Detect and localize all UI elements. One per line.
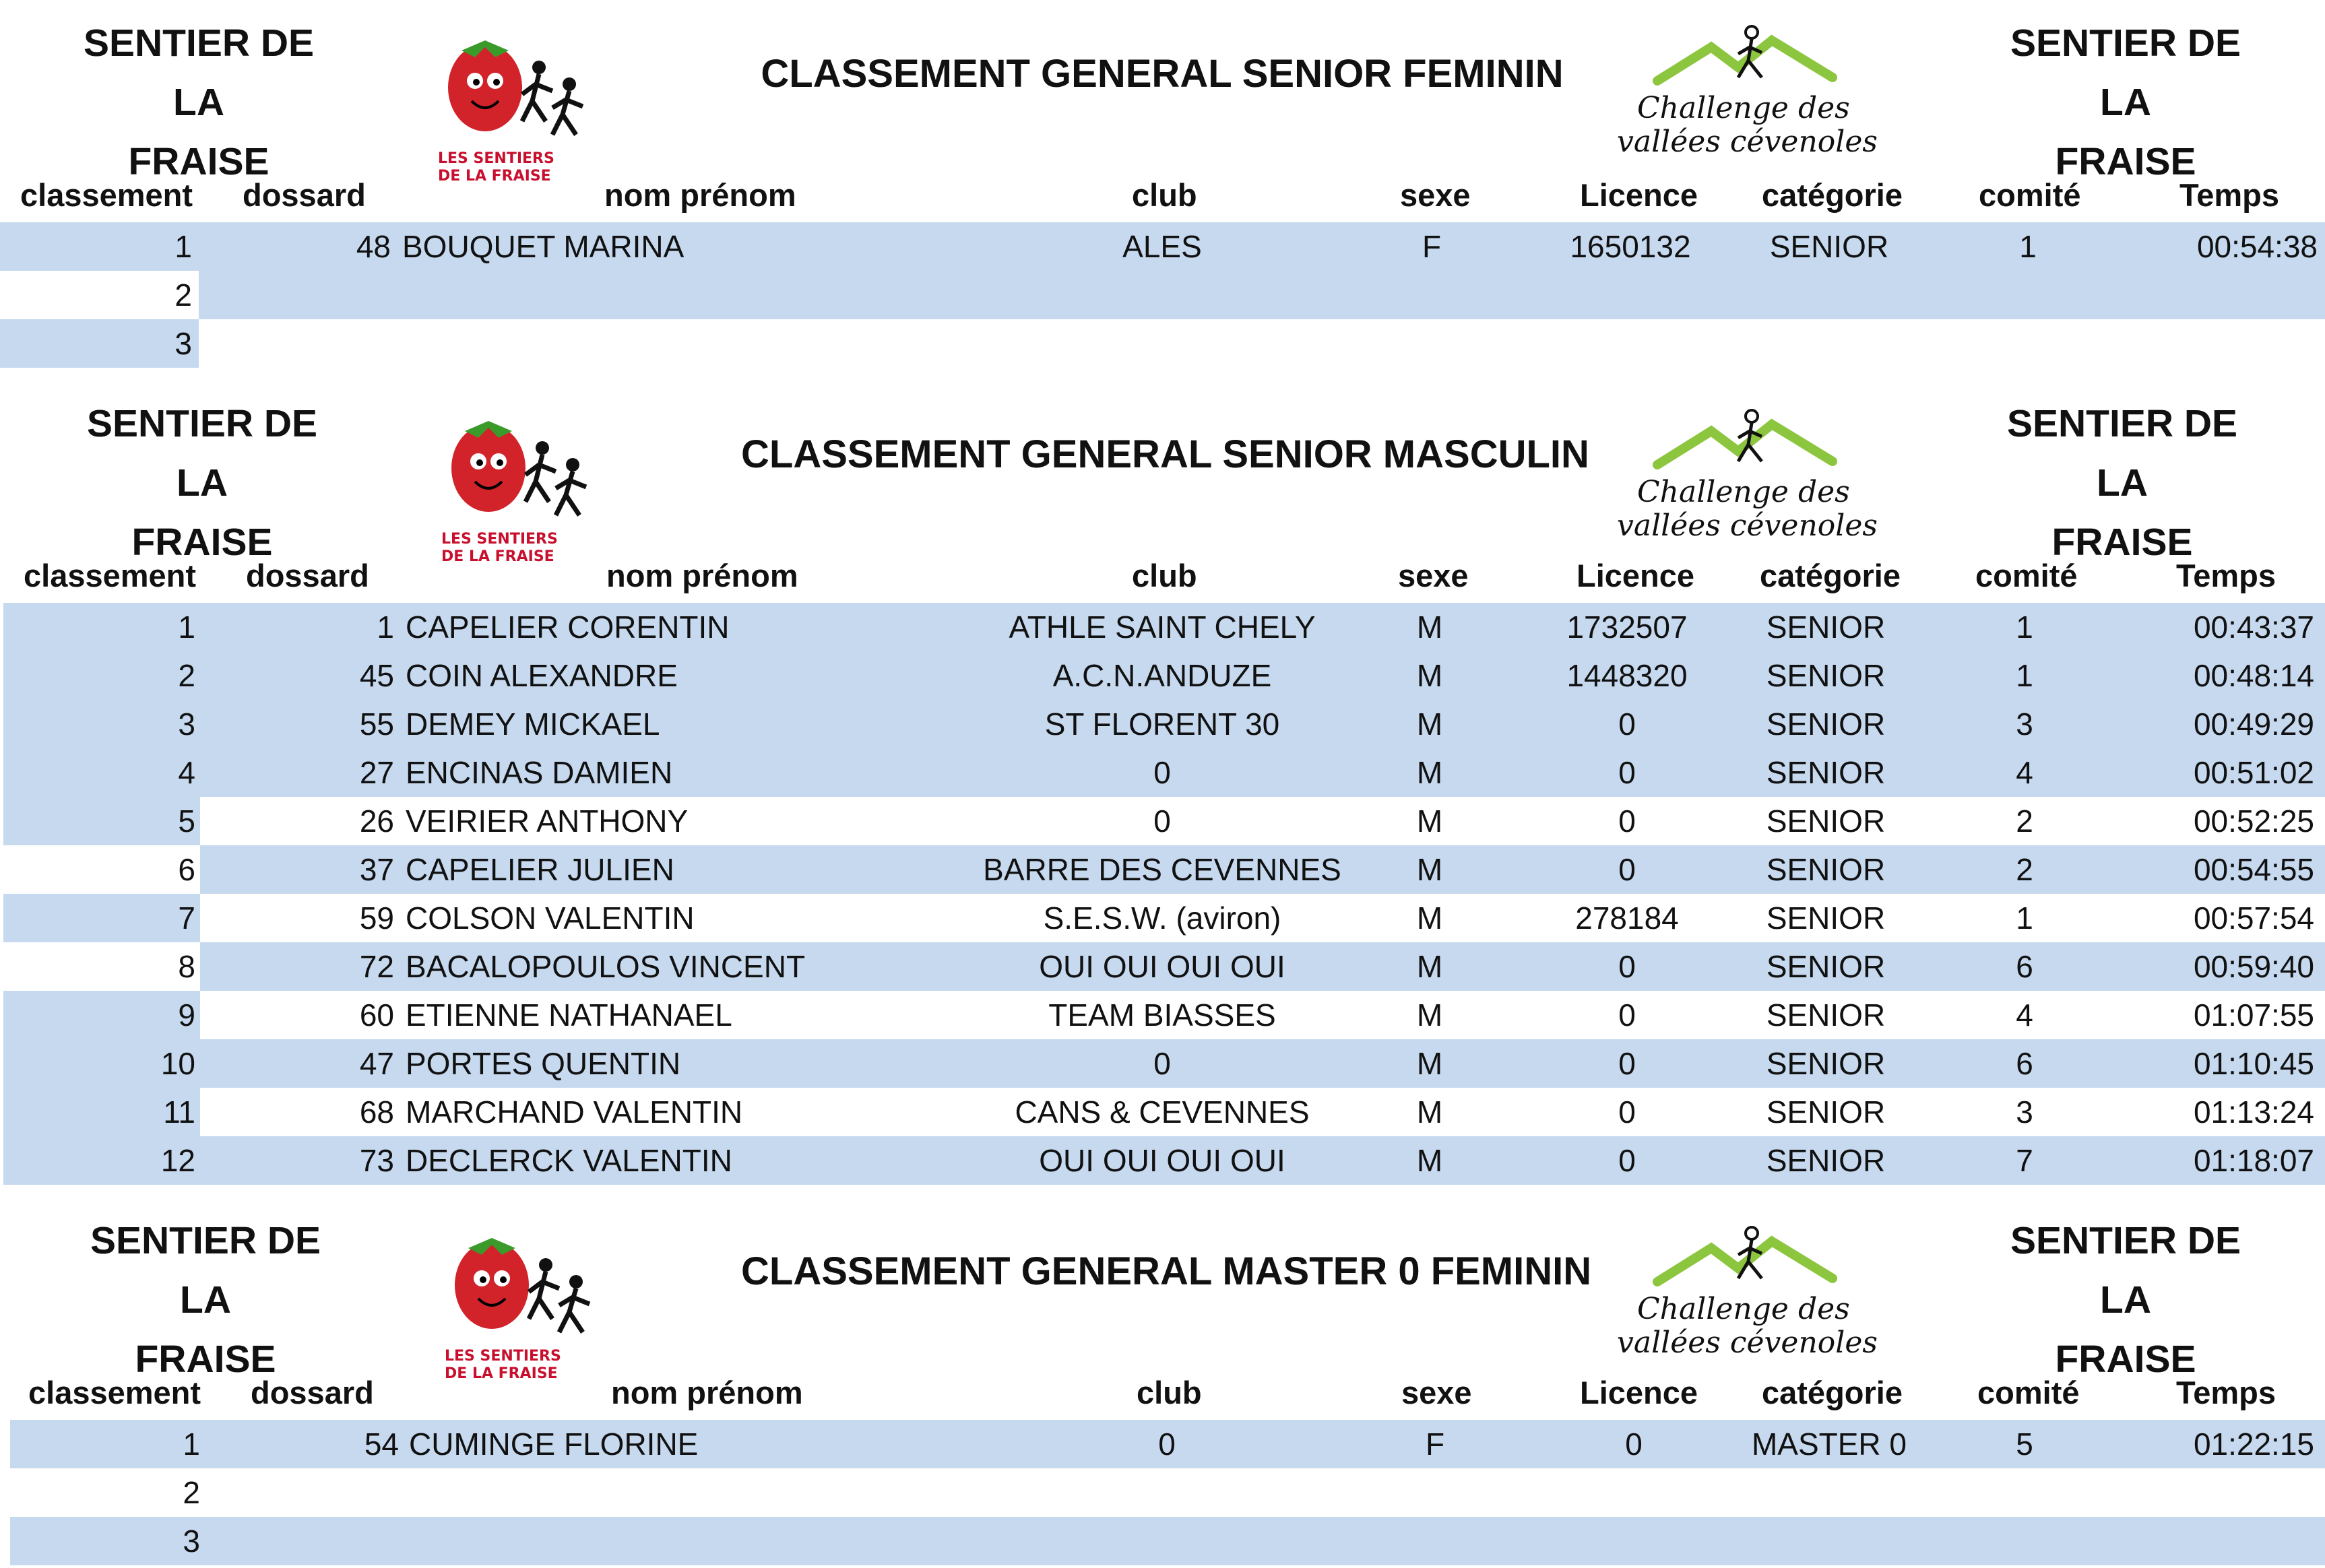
column-headers xyxy=(0,552,2325,599)
cell-dossard: 72 xyxy=(359,949,394,984)
cell-rank: 8 xyxy=(178,949,195,984)
col-sexe: sexe xyxy=(1398,558,1469,593)
cell-club: S.E.S.W. (aviron) xyxy=(1043,901,1281,936)
cell-temps: 01:10:45 xyxy=(2193,1046,2314,1081)
strawberry-runners-logo xyxy=(438,1218,613,1386)
cell-categorie: SENIOR xyxy=(1766,1143,1886,1178)
event-title-right xyxy=(1984,13,2267,191)
table-row xyxy=(0,1136,2325,1185)
cell-licence: 0 xyxy=(1618,707,1636,742)
cell-club: TEAM BIASSES xyxy=(1048,998,1276,1033)
event-title-line1: SENTIER DE LA xyxy=(90,1219,321,1321)
cell-dossard: 59 xyxy=(359,901,394,936)
event-title-line2: FRAISE xyxy=(128,140,269,183)
col-sexe: sexe xyxy=(1401,1375,1472,1410)
table-row xyxy=(0,603,2325,651)
cell-dossard: 27 xyxy=(359,755,394,790)
challenge-logo-line2: vallées cévenoles xyxy=(1617,125,1878,159)
table-row xyxy=(0,700,2325,748)
table-row xyxy=(0,1517,2325,1565)
cell-sexe: M xyxy=(1416,658,1443,693)
cell-comite: 3 xyxy=(2016,707,2033,742)
cell-nom: DECLERCK VALENTIN xyxy=(406,1143,732,1178)
cell-club: ALES xyxy=(1122,229,1202,264)
cell-nom: CAPELIER JULIEN xyxy=(406,852,674,887)
cell-sexe: M xyxy=(1416,1143,1443,1178)
section-title: CLASSEMENT GENERAL MASTER 0 FEMININ xyxy=(741,1249,1592,1293)
col-classement: classement xyxy=(20,177,193,213)
cell-rank: 10 xyxy=(160,1046,195,1081)
cell-dossard: 47 xyxy=(359,1046,394,1081)
col-comite: comité xyxy=(1977,1375,2080,1410)
strawberry-runners-logo xyxy=(431,20,606,189)
cell-comite: 1 xyxy=(2016,658,2033,693)
cell-categorie: SENIOR xyxy=(1766,998,1886,1033)
cell-temps: 00:49:29 xyxy=(2193,707,2314,742)
cell-sexe: M xyxy=(1416,1046,1443,1081)
cell-comite: 2 xyxy=(2016,804,2033,839)
cell-temps: 00:54:38 xyxy=(2196,229,2318,264)
cell-nom: BOUQUET MARINA xyxy=(402,229,684,264)
cell-comite: 4 xyxy=(2016,998,2033,1033)
challenge-logo-line1: Challenge des xyxy=(1637,91,1850,125)
section-title: CLASSEMENT GENERAL SENIOR MASCULIN xyxy=(741,432,1589,476)
cell-categorie: SENIOR xyxy=(1766,852,1886,887)
fraise-logo-text-2: DE LA FRAISE xyxy=(445,1365,558,1382)
event-title-line1: SENTIER DE LA xyxy=(86,402,318,504)
col-classement: classement xyxy=(28,1375,201,1410)
cell-club: ATHLE SAINT CHELY xyxy=(1009,610,1316,645)
cell-rank: 1 xyxy=(178,610,195,645)
cell-nom: CAPELIER CORENTIN xyxy=(406,610,730,645)
cell-nom: CUMINGE FLORINE xyxy=(409,1427,699,1462)
cell-temps: 01:22:15 xyxy=(2193,1427,2314,1462)
section-title: CLASSEMENT GENERAL SENIOR FEMININ xyxy=(761,52,1564,96)
table-row xyxy=(0,271,2325,319)
fraise-logo-text-1: LES SENTIERS xyxy=(438,150,554,167)
cell-rank: 2 xyxy=(178,658,195,693)
col-classement: classement xyxy=(24,558,197,593)
table-row xyxy=(0,1039,2325,1088)
cell-sexe: M xyxy=(1416,610,1443,645)
cell-club: 0 xyxy=(1153,755,1171,790)
cell-categorie: MASTER 0 xyxy=(1751,1427,1907,1462)
cell-nom: DEMEY MICKAEL xyxy=(406,707,660,742)
event-title-left xyxy=(57,13,340,191)
cell-categorie: SENIOR xyxy=(1766,804,1886,839)
challenge-logo-line1: Challenge des xyxy=(1637,1292,1850,1326)
cell-sexe: M xyxy=(1416,901,1443,936)
fraise-logo-text-2: DE LA FRAISE xyxy=(438,168,551,185)
cell-temps: 01:18:07 xyxy=(2193,1143,2314,1178)
table-row xyxy=(0,1468,2325,1517)
col-temps: Temps xyxy=(2176,558,2276,593)
cell-nom: ETIENNE NATHANAEL xyxy=(406,998,732,1033)
cell-temps: 00:43:37 xyxy=(2193,610,2314,645)
cell-club: 0 xyxy=(1158,1427,1176,1462)
col-nom: nom prénom xyxy=(604,177,796,213)
cell-nom: PORTES QUENTIN xyxy=(406,1046,681,1081)
cell-comite: 4 xyxy=(2016,755,2033,790)
cell-rank: 5 xyxy=(178,804,195,839)
col-temps: Temps xyxy=(2176,1375,2276,1410)
cell-club: CANS & CEVENNES xyxy=(1015,1095,1310,1130)
cell-rank: 4 xyxy=(178,755,195,790)
col-licence: Licence xyxy=(1580,1375,1698,1410)
col-nom: nom prénom xyxy=(611,1375,803,1410)
cell-licence: 0 xyxy=(1618,804,1636,839)
cell-rank: 11 xyxy=(163,1095,195,1130)
cell-club: OUI OUI OUI OUI xyxy=(1039,949,1285,984)
challenge-logo-line2: vallées cévenoles xyxy=(1617,1326,1878,1360)
cell-sexe: F xyxy=(1422,229,1442,264)
table-row xyxy=(0,1088,2325,1136)
cell-sexe: M xyxy=(1416,755,1443,790)
mountain-runner-logo xyxy=(1610,404,1893,546)
col-categorie: catégorie xyxy=(1762,177,1903,213)
cell-temps: 01:07:55 xyxy=(2193,998,2314,1033)
cell-dossard: 54 xyxy=(364,1427,399,1462)
cell-licence: 1650132 xyxy=(1570,229,1691,264)
col-dossard: dossard xyxy=(243,177,366,213)
cell-sexe: M xyxy=(1416,804,1443,839)
cell-categorie: SENIOR xyxy=(1769,229,1889,264)
cell-categorie: SENIOR xyxy=(1766,1095,1886,1130)
cell-rank: 1 xyxy=(183,1427,200,1462)
cell-comite: 1 xyxy=(2019,229,2037,264)
cell-licence: 0 xyxy=(1618,998,1636,1033)
cell-rank: 2 xyxy=(183,1475,200,1510)
cell-rank: 1 xyxy=(174,229,192,264)
cell-licence: 1732507 xyxy=(1566,610,1688,645)
column-headers xyxy=(0,1369,2325,1416)
table-row xyxy=(0,942,2325,991)
cell-temps: 00:48:14 xyxy=(2193,658,2314,693)
challenge-logo-line1: Challenge des xyxy=(1637,475,1850,509)
table-row xyxy=(0,894,2325,942)
cell-temps: 00:51:02 xyxy=(2193,755,2314,790)
cell-dossard: 55 xyxy=(359,707,394,742)
event-title-line2: FRAISE xyxy=(2055,1338,2196,1381)
cell-comite: 2 xyxy=(2016,852,2033,887)
event-title-right xyxy=(1981,394,2264,572)
cell-rank: 2 xyxy=(174,277,192,313)
col-nom: nom prénom xyxy=(606,558,798,593)
cell-dossard: 1 xyxy=(377,610,394,645)
cell-temps: 00:54:55 xyxy=(2193,852,2314,887)
cell-licence: 1448320 xyxy=(1566,658,1688,693)
col-licence: Licence xyxy=(1576,558,1695,593)
table-row xyxy=(0,797,2325,845)
cell-licence: 0 xyxy=(1618,1143,1636,1178)
event-title-left xyxy=(61,394,344,572)
col-dossard: dossard xyxy=(246,558,369,593)
cell-licence: 0 xyxy=(1618,949,1636,984)
section-header xyxy=(0,381,2325,565)
col-club: club xyxy=(1132,177,1197,213)
col-comite: comité xyxy=(1975,558,2078,593)
cell-dossard: 68 xyxy=(359,1095,394,1130)
cell-dossard: 26 xyxy=(359,804,394,839)
table-row xyxy=(0,991,2325,1039)
cell-rank: 3 xyxy=(178,707,195,742)
cell-comite: 6 xyxy=(2016,949,2033,984)
cell-rank: 3 xyxy=(174,326,192,361)
cell-licence: 0 xyxy=(1618,1046,1636,1081)
event-title-line2: FRAISE xyxy=(131,521,273,564)
cell-club: 0 xyxy=(1153,804,1171,839)
event-title-line2: FRAISE xyxy=(135,1338,276,1381)
cell-comite: 5 xyxy=(2016,1427,2033,1462)
cell-sexe: M xyxy=(1416,707,1443,742)
event-title-line1: SENTIER DE LA xyxy=(83,22,315,124)
cell-categorie: SENIOR xyxy=(1766,949,1886,984)
cell-nom: COIN ALEXANDRE xyxy=(406,658,678,693)
cell-club: ST FLORENT 30 xyxy=(1044,707,1280,742)
cell-nom: ENCINAS DAMIEN xyxy=(406,755,673,790)
section-header xyxy=(0,1198,2325,1382)
cell-comite: 1 xyxy=(2016,610,2033,645)
col-dossard: dossard xyxy=(251,1375,374,1410)
col-categorie: catégorie xyxy=(1762,1375,1903,1410)
cell-categorie: SENIOR xyxy=(1766,755,1886,790)
event-title-line2: FRAISE xyxy=(2051,521,2193,564)
column-headers xyxy=(0,172,2325,219)
cell-comite: 6 xyxy=(2016,1046,2033,1081)
event-title-line2: FRAISE xyxy=(2055,140,2196,183)
event-title-line1: SENTIER DE LA xyxy=(2010,1219,2241,1321)
cell-rank: 9 xyxy=(178,998,195,1033)
cell-licence: 0 xyxy=(1625,1427,1643,1462)
table-row xyxy=(0,845,2325,894)
challenge-logo-line2: vallées cévenoles xyxy=(1617,509,1878,543)
col-club: club xyxy=(1132,558,1197,593)
cell-categorie: SENIOR xyxy=(1766,1046,1886,1081)
cell-sexe: M xyxy=(1416,852,1443,887)
cell-comite: 1 xyxy=(2016,901,2033,936)
cell-dossard: 60 xyxy=(359,998,394,1033)
col-categorie: catégorie xyxy=(1760,558,1901,593)
cell-nom: MARCHAND VALENTIN xyxy=(406,1095,743,1130)
col-licence: Licence xyxy=(1580,177,1698,213)
cell-temps: 00:59:40 xyxy=(2193,949,2314,984)
fraise-logo-text-1: LES SENTIERS xyxy=(441,531,558,548)
cell-comite: 7 xyxy=(2016,1143,2033,1178)
cell-categorie: SENIOR xyxy=(1766,658,1886,693)
cell-sexe: F xyxy=(1425,1427,1445,1462)
cell-nom: COLSON VALENTIN xyxy=(406,901,695,936)
col-sexe: sexe xyxy=(1400,177,1471,213)
cell-nom: BACALOPOULOS VINCENT xyxy=(406,949,806,984)
event-title-line1: SENTIER DE LA xyxy=(2006,402,2238,504)
cell-sexe: M xyxy=(1416,998,1443,1033)
cell-club: BARRE DES CEVENNES xyxy=(983,852,1341,887)
cell-temps: 00:52:25 xyxy=(2193,804,2314,839)
event-title-right xyxy=(1984,1211,2267,1389)
cell-nom: VEIRIER ANTHONY xyxy=(406,804,689,839)
col-comite: comité xyxy=(1979,177,2081,213)
table-row xyxy=(0,1420,2325,1468)
section-header xyxy=(0,0,2325,185)
cell-rank: 6 xyxy=(178,852,195,887)
mountain-runner-logo xyxy=(1610,20,1893,162)
cell-sexe: M xyxy=(1416,1095,1443,1130)
strawberry-runners-logo xyxy=(435,401,610,569)
cell-club: A.C.N.ANDUZE xyxy=(1052,658,1272,693)
cell-rank: 12 xyxy=(160,1143,195,1178)
fraise-logo-text-2: DE LA FRAISE xyxy=(441,548,554,565)
cell-sexe: M xyxy=(1416,949,1443,984)
cell-categorie: SENIOR xyxy=(1766,610,1886,645)
cell-rank: 7 xyxy=(178,901,195,936)
cell-categorie: SENIOR xyxy=(1766,901,1886,936)
cell-club: OUI OUI OUI OUI xyxy=(1039,1143,1285,1178)
table-row xyxy=(0,651,2325,700)
cell-rank: 3 xyxy=(183,1524,200,1559)
col-club: club xyxy=(1137,1375,1202,1410)
cell-dossard: 48 xyxy=(356,229,391,264)
table-row xyxy=(0,319,2325,368)
col-temps: Temps xyxy=(2179,177,2279,213)
cell-licence: 0 xyxy=(1618,852,1636,887)
cell-temps: 00:57:54 xyxy=(2193,901,2314,936)
cell-licence: 0 xyxy=(1618,1095,1636,1130)
cell-dossard: 45 xyxy=(359,658,394,693)
cell-dossard: 37 xyxy=(359,852,394,887)
cell-comite: 3 xyxy=(2016,1095,2033,1130)
cell-categorie: SENIOR xyxy=(1766,707,1886,742)
mountain-runner-logo xyxy=(1610,1221,1893,1363)
cell-club: 0 xyxy=(1153,1046,1171,1081)
event-title-line1: SENTIER DE LA xyxy=(2010,22,2241,124)
fraise-logo-text-1: LES SENTIERS xyxy=(445,1348,561,1365)
cell-dossard: 73 xyxy=(359,1143,394,1178)
cell-licence: 278184 xyxy=(1575,901,1679,936)
cell-licence: 0 xyxy=(1618,755,1636,790)
event-title-left xyxy=(64,1211,347,1389)
table-row xyxy=(0,222,2325,271)
cell-temps: 01:13:24 xyxy=(2193,1095,2314,1130)
table-row xyxy=(0,748,2325,797)
